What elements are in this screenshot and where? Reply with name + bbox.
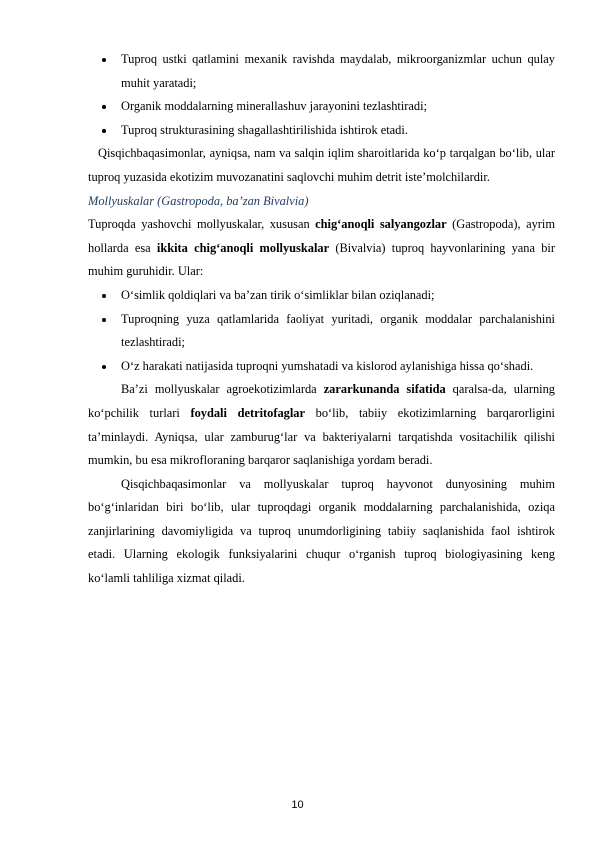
list-item (88, 308, 555, 355)
list-item (88, 355, 555, 379)
list-item (88, 48, 555, 95)
bold-term: zararkunanda sifatida (323, 382, 446, 397)
paragraph-conclusion: Qisqichbaqasimonlar va mollyuskalar tuproq hayvonot dunyosining muhim bo‘g‘inlaridan biri bo‘lib, ular tuproqdagi organik moddalarning parchalanishida, oziqa zanjirlarining davomiyligida va tuproq unumdorligining tabiiy saqlanishida faol ishtirok etadi. Ularning ekologik funksiyalarini chuqur o‘rganish tuproq biologiyasining keng ko‘lamli tahliliga xizmat qiladi. (88, 476, 555, 586)
bold-term: ikkita chig‘anoqli mollyuskalar (156, 240, 330, 255)
list-item-text: Tuproq strukturasining shagallashtirilishida ishtirok etadi. (121, 122, 408, 137)
paragraph-mollusks-intro (88, 213, 555, 284)
list-item-text: Organik moddalarning minerallashuv jarayonini tezlashtiradi; (121, 99, 428, 114)
list-item-text: O‘simlik qoldiqlari va ba’zan tirik o‘simliklar bilan oziqlanadi; (121, 287, 435, 302)
list-item (88, 95, 555, 119)
bullet-icon (102, 294, 106, 298)
bullet-icon (102, 129, 106, 133)
bold-term: foydali detritofaglar (190, 405, 305, 420)
text-run: (Gastropoda), ayrim hollarda esa (88, 217, 555, 255)
text-run: (Bivalvia) tuproq hayvonlarining yana bir muhim guruhidir. Ular: (88, 240, 555, 279)
text-run: qaralsa-da, ularning ko‘pchilik turlari (88, 382, 555, 420)
text-run: bo‘lib, tabiiy ekotizimlarning barqarorligini ta’minlaydi. Ayniqsa, ular zamburug‘lar va bakteriyalarni tarqatishda vositachilik qilishi mumkin, bu esa mikrofloraning barqaror saqlanishiga yordam beradi. (88, 405, 555, 468)
list-item-text: Tuproqning yuza qatlamlarida faoliyat yuritadi, organik moddalar parchalanishini tezlashtiradi; (121, 311, 555, 350)
paragraph-crustaceans-summary: Qisqichbaqasimonlar, ayniqsa, nam va salqin iqlim sharoitlarida ko‘p tarqalgan bo‘lib, ular tuproq yuzasida ekotizim muvozanatini saqlovchi muhim detrit iste’molchilardir. (88, 146, 555, 184)
text-run: Tuproqda yashovchi mollyuskalar, xususan (88, 217, 316, 232)
list-item-text: O‘z harakati natijasida tuproqni yumshatadi va kislorod aylanishiga hissa qo‘shadi. (121, 358, 534, 373)
list-item (88, 119, 555, 143)
bullet-icon (102, 365, 106, 369)
section-heading-mollusks: Mollyuskalar (Gastropoda, ba’zan Bivalvia) (88, 193, 309, 208)
text-run: Ba’zi mollyuskalar agroekotizimlarda (121, 382, 324, 397)
page-number: 10 (291, 799, 304, 811)
bullet-icon (102, 105, 106, 109)
bold-term: chig‘anoqli salyangozlar (315, 217, 447, 232)
bullet-list-mollusk-roles (88, 284, 555, 378)
bullet-icon (102, 318, 106, 322)
document-page (88, 48, 555, 591)
bullet-list-crustacean-roles (88, 48, 555, 142)
list-item-text: Tuproq ustki qatlamini mexanik ravishda maydalab, mikroorganizmlar uchun qulay muhit yaratadi; (121, 52, 555, 90)
bullet-icon (102, 58, 106, 62)
paragraph-mollusks-pests (88, 378, 555, 472)
list-item (88, 284, 555, 308)
